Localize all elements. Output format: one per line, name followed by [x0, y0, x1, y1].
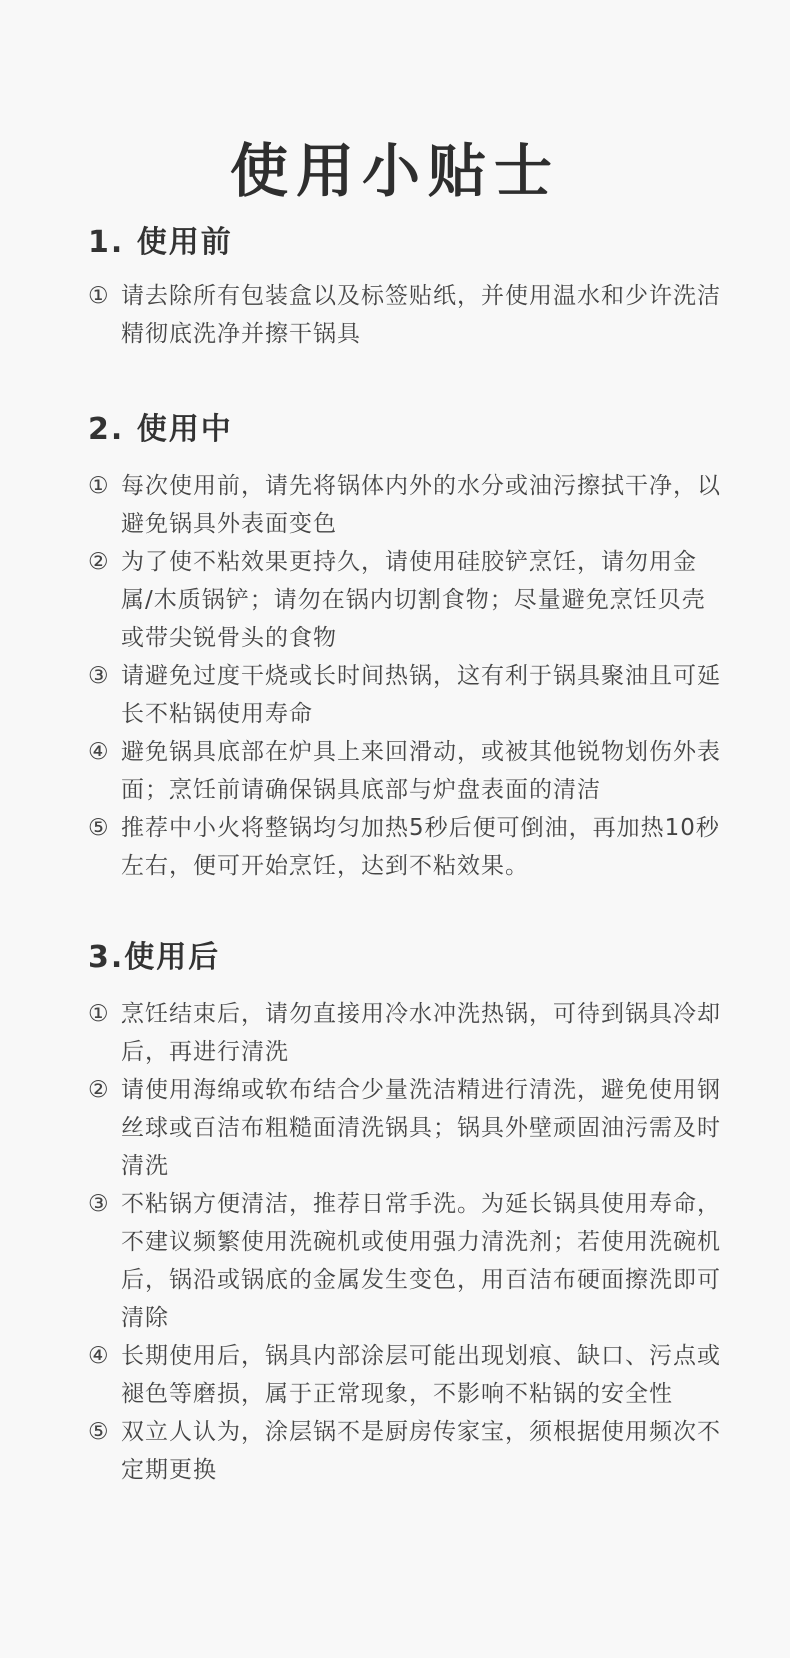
tip-item: [88, 809, 728, 885]
item-number: ②: [88, 1077, 110, 1103]
item-number: ②: [88, 549, 110, 575]
item-number: ①: [88, 473, 110, 499]
tip-item: [88, 277, 728, 353]
item-number: ③: [88, 1191, 110, 1217]
section-after-use: [88, 938, 728, 1489]
item-number: ⑤: [88, 815, 110, 841]
tip-list: [88, 995, 728, 1489]
tip-item: [88, 733, 728, 809]
tip-text: 烹饪结束后，请勿直接用冷水冲洗热锅，可待到锅具冷却后，再进行清洗: [121, 1001, 721, 1065]
tip-item: [88, 995, 728, 1071]
tip-text: 双立人认为，涂层锅不是厨房传家宝，须根据使用频次不定期更换: [121, 1419, 721, 1483]
item-number: ①: [88, 283, 110, 309]
tip-text: 推荐中小火将整锅均匀加热5秒后便可倒油，再加热10秒左右，便可开始烹饪，达到不粘效果。: [121, 815, 720, 879]
section-heading: 3.使用后: [88, 940, 221, 975]
section-during-use: [88, 410, 728, 885]
item-number: ④: [88, 1343, 110, 1369]
tip-text: 请避免过度干烧或长时间热锅，这有利于锅具聚油且可延长不粘锅使用寿命: [121, 663, 721, 727]
tip-text: 请使用海绵或软布结合少量洗洁精进行清洗，避免使用钢丝球或百洁布粗糙面清洗锅具；锅具外壁顽固油污需及时清洗: [121, 1077, 721, 1179]
tip-item: [88, 1413, 728, 1489]
tip-item: [88, 467, 728, 543]
tip-text: 每次使用前，请先将锅体内外的水分或油污擦拭干净，以避免锅具外表面变色: [121, 473, 721, 537]
tip-list: [88, 277, 728, 353]
tip-text: 长期使用后，锅具内部涂层可能出现划痕、缺口、污点或褪色等磨损，属于正常现象，不影响不粘锅的安全性: [121, 1343, 721, 1407]
tip-text: 不粘锅方便清洁，推荐日常手洗。为延长锅具使用寿命，不建议频繁使用洗碗机或使用强力清洗剂；若使用洗碗机后，锅沿或锅底的金属发生变色，用百洁布硬面擦洗即可清除: [121, 1191, 721, 1331]
tip-list: [88, 467, 728, 885]
section-before-use: [88, 223, 728, 353]
tip-item: [88, 1337, 728, 1413]
item-number: ③: [88, 663, 110, 689]
tip-item: [88, 657, 728, 733]
tip-item: [88, 1071, 728, 1185]
section-heading: 2. 使用中: [88, 412, 233, 447]
section-heading: 1. 使用前: [88, 225, 233, 260]
item-number: ⑤: [88, 1419, 110, 1445]
page-title: 使用小贴士: [229, 136, 560, 205]
tip-item: [88, 1185, 728, 1337]
tip-item: [88, 543, 728, 657]
item-number: ①: [88, 1001, 110, 1027]
tip-text: 避免锅具底部在炉具上来回滑动，或被其他锐物划伤外表面；烹饪前请确保锅具底部与炉盘表面的清洁: [121, 739, 721, 803]
item-number: ④: [88, 739, 110, 765]
tip-text: 请去除所有包装盒以及标签贴纸，并使用温水和少许洗洁精彻底洗净并擦干锅具: [121, 283, 721, 347]
tip-text: 为了使不粘效果更持久，请使用硅胶铲烹饪，请勿用金属/木质锅铲；请勿在锅内切割食物；尽量避免烹饪贝壳或带尖锐骨头的食物: [121, 549, 706, 651]
